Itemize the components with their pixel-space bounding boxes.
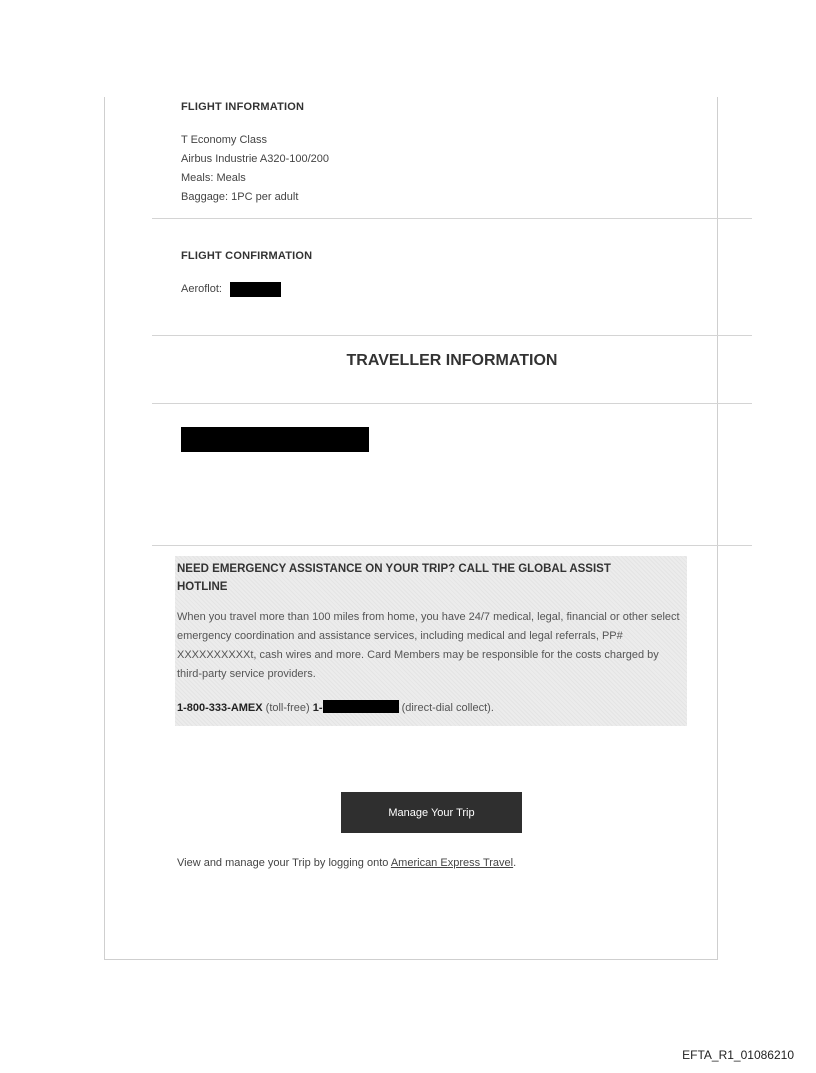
traveller-information-heading: TRAVELLER INFORMATION	[346, 352, 558, 369]
aircraft-type: Airbus Industrie A320-100/200	[181, 153, 329, 165]
redacted-traveller-name	[181, 427, 369, 452]
manage-trip-text	[177, 857, 516, 869]
collect-label: (direct-dial collect).	[401, 702, 494, 714]
divider	[152, 218, 752, 219]
manage-your-trip-button[interactable]: Manage Your Trip	[341, 792, 522, 833]
airline-label: Aeroflot:	[181, 283, 222, 295]
tollfree-number: 1-800-333-AMEX	[177, 702, 263, 714]
emergency-assistance-panel	[175, 556, 687, 726]
fare-class: T Economy Class	[181, 134, 267, 146]
divider	[152, 403, 752, 404]
emergency-heading: NEED EMERGENCY ASSISTANCE ON YOUR TRIP? CALL THE GLOBAL ASSIST HOTLINE	[177, 563, 611, 593]
meals-info: Meals: Meals	[181, 172, 246, 184]
redacted-collect-number	[323, 700, 399, 713]
emergency-body: When you travel more than 100 miles from home, you have 24/7 medical, legal, financial or other select emergency coordination and assistance services, including medical and legal referrals, PP# XXXXXXXXXXt, cash wires and more. Card Members may be responsible for the costs charged by third-party service providers.	[177, 611, 680, 680]
redacted-confirmation-code	[230, 282, 281, 297]
document-id: EFTA_R1_01086210	[682, 1048, 794, 1062]
divider	[152, 335, 752, 336]
flight-information-heading: FLIGHT INFORMATION	[181, 101, 305, 113]
divider	[152, 545, 752, 546]
manage-trip-suffix: .	[513, 857, 517, 869]
hotline-numbers	[177, 700, 494, 714]
baggage-info: Baggage: 1PC per adult	[181, 191, 299, 203]
american-express-travel-link[interactable]: American Express Travel	[390, 857, 514, 869]
tollfree-label: (toll-free)	[265, 702, 310, 714]
flight-confirmation-heading: FLIGHT CONFIRMATION	[181, 250, 313, 262]
manage-trip-prefix: View and manage your Trip by logging onto	[177, 857, 389, 869]
collect-number-prefix: 1-	[312, 702, 323, 714]
